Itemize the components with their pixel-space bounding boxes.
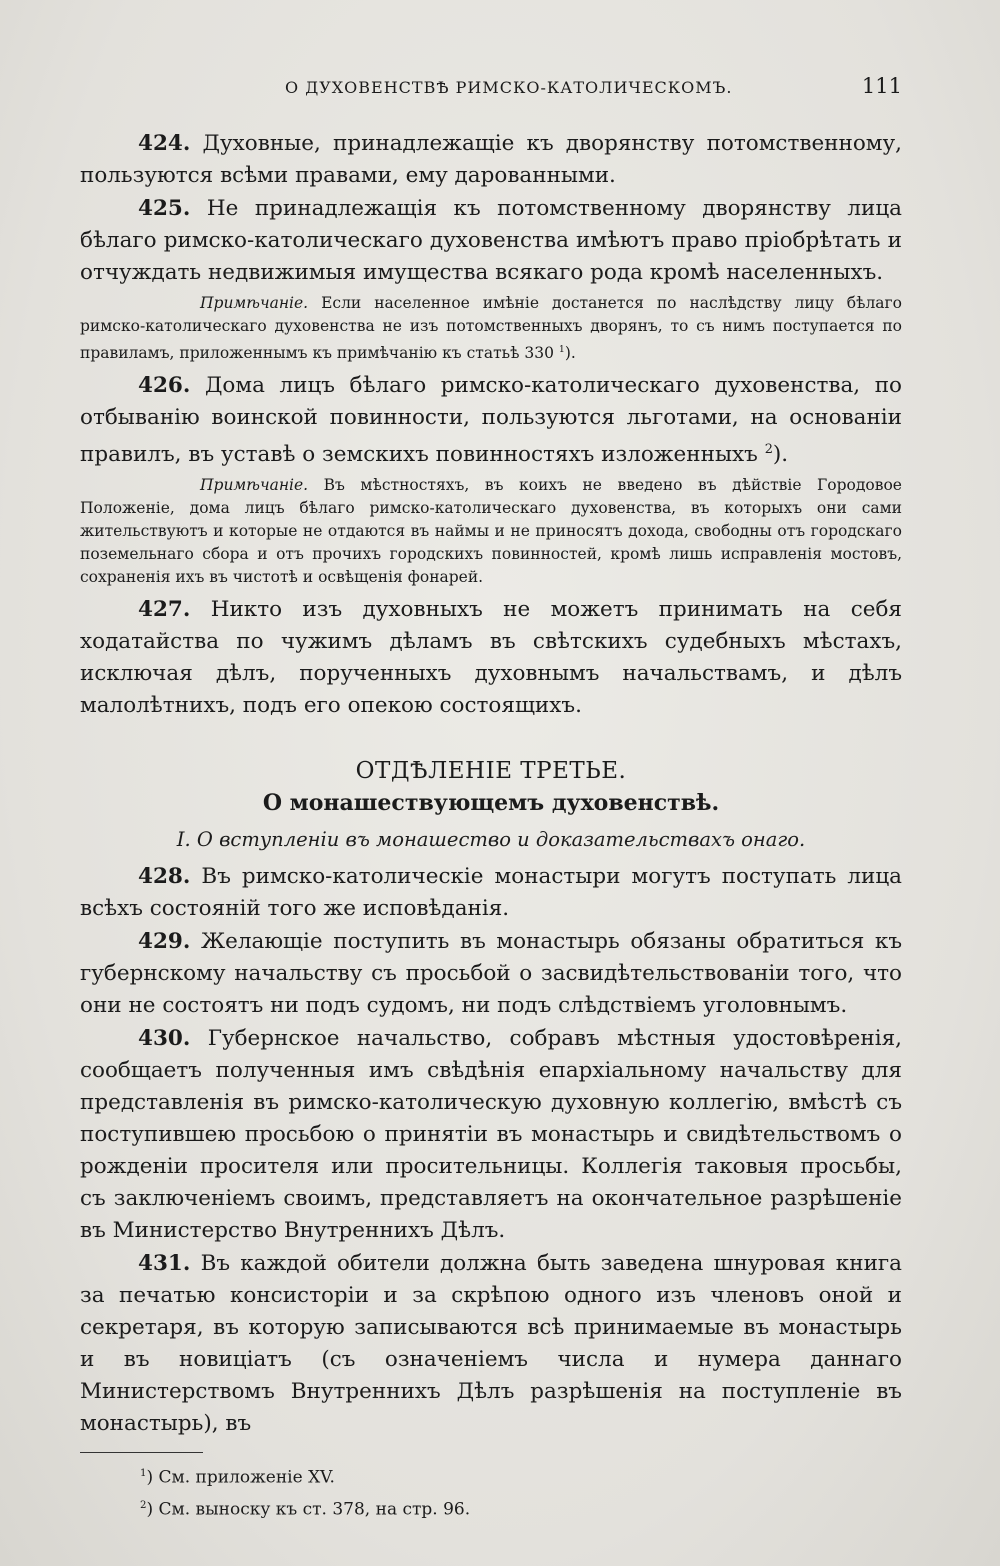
footnote-divider	[80, 1452, 203, 1453]
footnote-2	[140, 1492, 470, 1524]
article-number: 424.	[138, 131, 191, 156]
note-text: Въ мѣстностяхъ, въ коихъ не введено въ дѣйствіе Городовое Положеніе, дома лицъ бѣлаго римско-католическаго духовенства, въ которыхъ они сами жительствуютъ и которые не отдаются въ наймы и не приносятъ дохода, свободны отъ городскаго поземельнаго сбора и отъ прочихъ городскихъ повинностей, кромѣ лишь исправленія мостовъ, сохраненія ихъ въ чистотѣ и освѣщенія фонарей.	[80, 476, 902, 587]
article-number: 429.	[138, 929, 191, 955]
article-text: Духовные, принадлежащіе къ дворянству потомственному, пользуются всѣми правами, ему дарованными.	[80, 131, 902, 188]
footnote-mark: 1	[140, 1468, 147, 1479]
article-431	[80, 1248, 902, 1440]
note-426	[80, 474, 902, 589]
article-number: 430.	[138, 1026, 191, 1052]
page-number: 111	[861, 74, 902, 98]
article-number: 425.	[138, 196, 191, 221]
page-body	[80, 128, 902, 1441]
subsection-title: О монашествующемъ духовенствѣ.	[262, 790, 720, 817]
article-tail: ).	[772, 442, 789, 468]
running-title: О ДУХОВЕНСТВѢ РИМСКО-КАТОЛИЧЕСКОМЪ.	[285, 78, 733, 97]
article-429	[80, 926, 902, 1022]
note-tail: ).	[564, 344, 576, 363]
article-text: Въ римско-католическіе монастыри могутъ поступать лица всѣхъ состояній того же исповѣданія.	[80, 864, 902, 922]
page-header	[80, 74, 902, 104]
note-label: Примѣчаніе.	[200, 476, 309, 495]
article-427	[80, 594, 902, 722]
note-label: Примѣчаніе.	[200, 294, 309, 312]
article-text: Дома лицъ бѣлаго римско-католическаго духовенства, по отбыванію воинской повинности, пользуются льготами, на основаніи правилъ, въ уставѣ о земскихъ повинностяхъ изложенныхъ	[80, 373, 902, 468]
article-text: Желающіе поступить въ монастырь обязаны обратиться къ губернскому начальству съ просьбой о засвидѣтельствованіи того, что они не состоятъ ни подъ судомъ, ни подъ слѣдствіемъ уголовнымъ.	[80, 929, 902, 1019]
article-text: Губернское начальство, собравъ мѣстныя удостовѣренія, сообщаетъ полученныя имъ свѣдѣнія епархіальному начальству для представленія въ римско-католическую духовную коллегію, вмѣстѣ съ поступившею просьбою о принятіи въ монастырь и свидѣтельствомъ о рожденіи просителя или просительницы. Коллегія таковыя просьбы, съ заключеніемъ своимъ, представляетъ на окончательное разрѣшеніе въ Министерство Внутреннихъ Дѣлъ.	[80, 1026, 902, 1244]
article-number: 427.	[138, 597, 191, 623]
article-number: 426.	[138, 373, 191, 399]
footnote-text: ) См. выноску къ ст. 378, на стр. 96.	[146, 1499, 471, 1520]
article-425	[80, 193, 902, 289]
article-428	[80, 861, 902, 925]
footnote-ref: 1	[558, 344, 565, 355]
note-425	[80, 292, 902, 365]
article-number: 431.	[138, 1251, 191, 1277]
article-text: Не принадлежащія къ потомственному дворянству лица бѣлаго римско-католическаго духовенства имѣютъ право пріобрѣтать и отчуждать недвижимыя имущества всякаго рода кромѣ населенныхъ.	[80, 196, 902, 285]
article-text: Въ каждой обители должна быть заведена шнуровая книга за печатью консисторіи и за скрѣпою одного изъ членовъ оной и секретаря, въ которую записываются всѣ принимаемые въ монастырь и въ новиціатъ (съ означеніемъ числа и нумера даннаго Министерствомъ Внутреннихъ Дѣлъ разрѣшенія на поступленіе въ монастырь), въ	[80, 1251, 902, 1437]
chapter-subheading: I. О вступленіи въ монашество и доказательствахъ онаго.	[176, 828, 806, 852]
article-number: 428.	[138, 864, 191, 890]
article-424	[80, 128, 902, 192]
footnote-1	[140, 1460, 470, 1492]
footnote-mark: 2	[140, 1499, 147, 1511]
article-426	[80, 370, 902, 471]
footnote-ref: 2	[764, 442, 773, 458]
article-text: Никто изъ духовныхъ не можетъ принимать на себя ходатайства по чужимъ дѣламъ въ свѣтскихъ судебныхъ мѣстахъ, исключая дѣлъ, порученныхъ духовнымъ начальствамъ, и дѣлъ малолѣтнихъ, подъ его опекою состоящихъ.	[80, 597, 902, 719]
footnotes	[140, 1460, 470, 1523]
footnote-text: ) См. приложеніе XV.	[146, 1467, 335, 1488]
article-430	[80, 1023, 902, 1247]
note-text: Если населенное имѣніе достанется по наслѣдству лицу бѣлаго римско-католическаго духовенства не изъ потомственныхъ дворянъ, то съ нимъ поступается по правиламъ, приложеннымъ къ примѣчанію къ статьѣ 330	[80, 294, 902, 363]
section-title: ОТДѢЛЕНІЕ ТРЕТЬЕ.	[355, 758, 627, 785]
